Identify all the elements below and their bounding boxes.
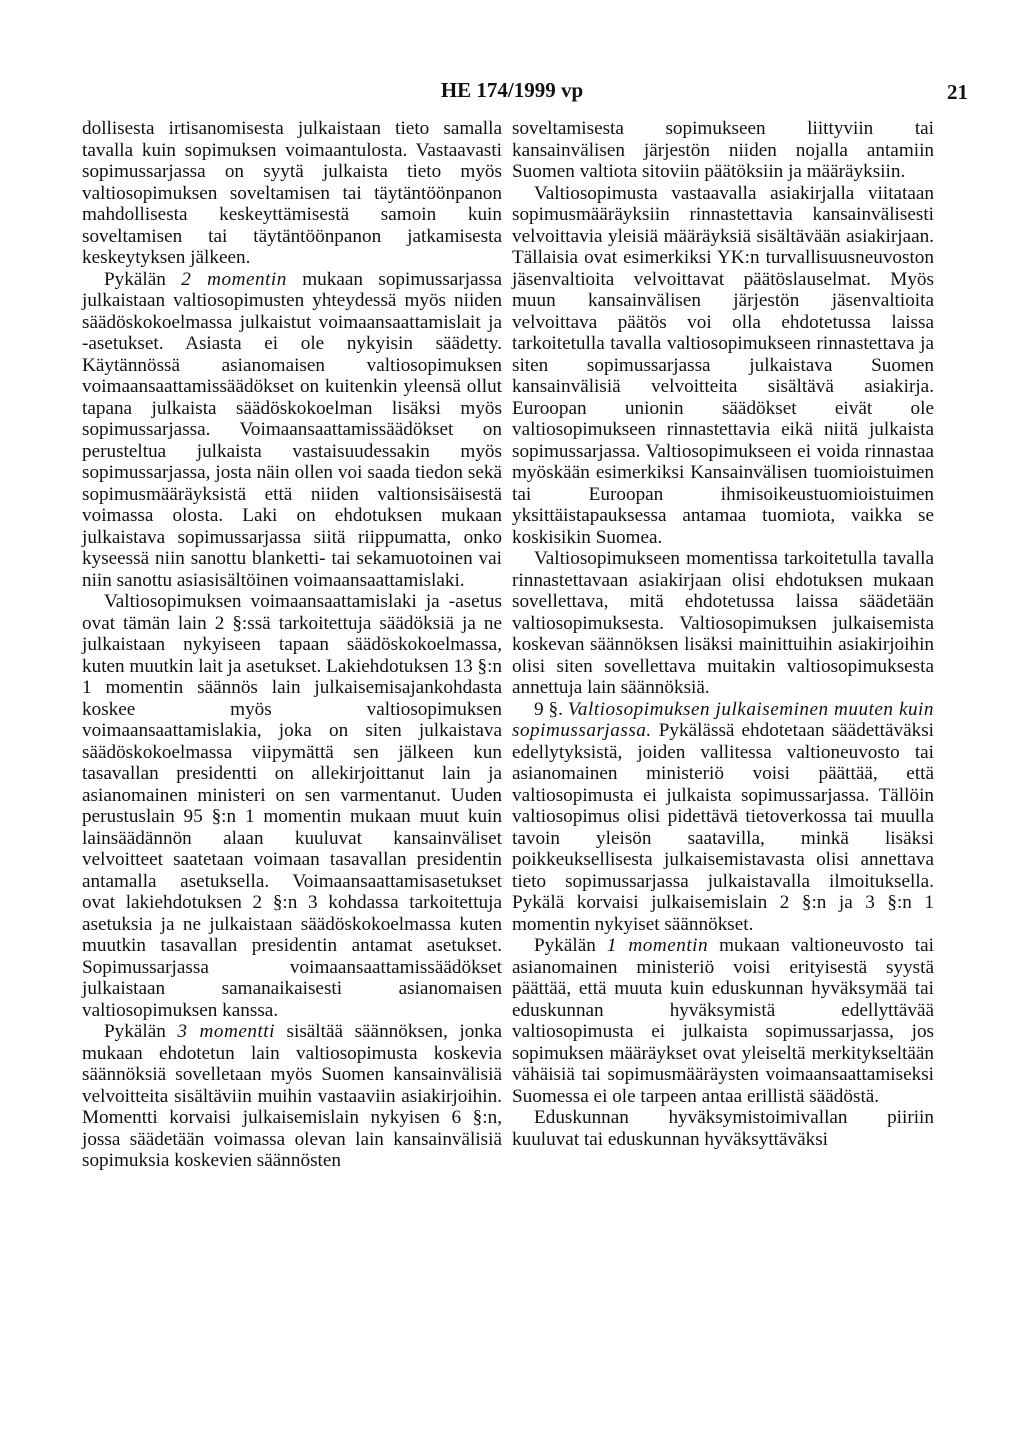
- page-header: [0, 78, 1024, 108]
- paragraph-text: Pykälässä ehdotetaan säädettäväksi edellytyksistä, joiden vallitessa valtioneuvosto tai asianomainen ministeriö voisi päättää, että valtiosopimusta ei julkaista sopimussarjassa. Tällöin valtiosopimus olisi pidettävä tietoverkossa tai muulla tavoin yleisön saatavilla, minkä lisäksi poikkeuksellisesta julkaisemistavasta olisi annettava tieto sopimussarjassa julkaistavalla ilmoituksella. Pykälä korvaisi julkaisemislain 2 §:n ja 3 §:n 1 momentin nykyiset säännökset.: [512, 720, 934, 935]
- paragraph: [512, 935, 934, 1107]
- emphasized-term: 2 momentin: [181, 268, 287, 290]
- left-column: [82, 118, 502, 1172]
- paragraph-text: Pykälän: [104, 268, 182, 290]
- paragraph: Valtiosopimuksen voimaansaattamislaki ja -asetus ovat tämän lain 2 §:ssä tarkoitettuja säädöksiä ja ne julkaistaan nykyiseen tapaan säädöskokoelmassa, kuten muutkin lait ja asetukset. Lakiehdotuksen 13 §:n 1 momentin säännös lain julkaisemisajankohdasta koskee myös valtiosopimuksen voimaansaattamislakia, joka on siten julkaistava säädöskokoelmassa viipymättä sen jälkeen kun tasavallan presidentti on allekirjoittanut lain ja asianomainen ministeri on sen varmentanut. Uuden perustuslain 95 §:n 1 momentin mukaan muut kuin lainsäädännön alaan kuuluvat kansainväliset velvoitteet saatetaan voimaan tasavallan presidentin antamalla asetuksella. Voimaansaattamisasetukset ovat lakiehdotuksen 2 §:n 3 kohdassa tarkoitettuja asetuksia ja ne julkaistaan säädöskokoelmassa kuten muutkin tasavallan presidentin antamat asetukset. Sopimussarjassa voimaansaattamissäädökset julkaistaan samanaikaisesti asianomaisen valtiosopimuksen kanssa.: [82, 591, 502, 1021]
- paragraph: Valtiosopimusta vastaavalla asiakirjalla viitataan sopimusmääräyksiin rinnastettavia kansainvälisesti velvoittavia yleisiä määräyksiä sisältävään asiakirjaan. Tällaisia ovat esimerkiksi YK:n turvallisuusneuvoston jäsenvaltioita velvoittavat päätöslauselmat. Myös muun kansainvälisen järjestön jäsenvaltioita velvoittava päätös voi olla ehdotetussa laissa tarkoitetulla tavalla valtiosopimukseen rinnastettava ja siten sopimussarjassa julkaistava Suomen kansainvälisiä velvoitteita sisältävä asiakirja. Euroopan unionin säädökset eivät ole valtiosopimukseen rinnastettavia eikä niitä julkaista sopimussarjassa. Valtiosopimukseen ei voida rinnastaa myöskään esimerkiksi Kansainvälisen tuomioistuimen tai Euroopan ihmisoikeustuomioistuimen yksittäistapauksessa antamaa tuomiota, vaikka se koskisikin Suomea.: [512, 182, 934, 548]
- paragraph-text: mukaan sopimussarjassa julkaistaan valtiosopimusten yhteydessä myös niiden säädöskokoelmassa julkaistut voimaansaattamislait ja -asetukset. Asiasta ei ole nykyisin säädetty. Käytännössä asianomaisen valtiosopimuksen voimaansaattamissäädökset on kuitenkin yleensä ollut tapana julkaista säädöskokoelman lisäksi myös sopimussarjassa. Voimaansaattamissäädökset on perusteltua julkaista vastaisuudessakin myös sopimussarjassa, josta näin ollen voi saada tiedon sekä sopimusmääräyksistä että niiden valtionsisäisestä voimassa olosta. Laki on ehdotuksen mukaan julkaistava sopimussarjassa siitä riippumatta, onko kyseessä niin sanottu blanketti- tai sekamuotoinen vai niin sanottu asiasisältöinen voimaansaattamislaki.: [82, 268, 502, 591]
- document-title: HE 174/1999 vp: [440, 78, 584, 102]
- paragraph: Eduskunnan hyväksymistoimivallan piiriin kuuluvat tai eduskunnan hyväksyttäväksi: [512, 1107, 934, 1150]
- emphasized-term: 3 momentti: [177, 1021, 275, 1042]
- section-number: 9 §.: [534, 698, 568, 720]
- paragraph-text: Pykälän: [534, 935, 607, 956]
- section-heading: Valtiosopimuksen julkaiseminen muuten kuin sopimussarjassa.: [512, 698, 934, 741]
- section-heading-paragraph: [512, 699, 934, 936]
- paragraph-text: sisältää säännöksen, jonka mukaan ehdotetun lain valtiosopimusta koskevia säännöksiä sovelletaan myös Suomen kansainvälisiä velvoitteita sisältäviin muihin vastaaviin asiakirjoihin. Momentti korvaisi julkaisemislain nykyisen 6 §:n, jossa säädetään voimassa olevan lain kansainvälisiä sopimuksia koskevien säännösten: [82, 1021, 502, 1171]
- paragraph-text: Pykälän: [104, 1021, 178, 1042]
- paragraph: [82, 1021, 502, 1172]
- paragraph: [82, 269, 502, 592]
- paragraph: dollisesta irtisanomisesta julkaistaan tieto samalla tavalla kuin sopimuksen voimaantulosta. Vastaavasti sopimussarjassa on syytä julkaista tieto myös valtiosopimuksen soveltamisen tai täytäntöönpanon mahdollisesta keskeyttämisestä samoin kuin soveltamisen tai täytäntöönpanon jatkamisesta keskeytyksen jälkeen.: [82, 118, 502, 268]
- page-number: 21: [947, 80, 968, 104]
- right-column: [512, 118, 934, 1150]
- emphasized-term: 1 momentin: [606, 935, 709, 956]
- paragraph-text: mukaan valtioneuvosto tai asianomainen ministeriö voisi erityisestä syystä päättää, että muuta kuin eduskunnan hyväksymää tai eduskunnan hyväksymistä edellyttävää valtiosopimusta ei julkaista sopimussarjassa, jos sopimuksen määräykset ovat yleiseltä merkitykseltään vähäisiä tai sopimusmääräysten voimaansaattamiseksi Suomessa ei ole tarpeen antaa erillistä säädöstä.: [512, 935, 934, 1107]
- paragraph: soveltamisesta sopimukseen liittyviin tai kansainvälisen järjestön niiden nojalla antamiin Suomen valtiota sitoviin päätöksiin ja määräyksiin.: [512, 118, 934, 182]
- paragraph: Valtiosopimukseen momentissa tarkoitetulla tavalla rinnastettavaan asiakirjaan olisi ehdotuksen mukaan sovellettava, mitä ehdotetussa laissa säädetään valtiosopimuksesta. Valtiosopimuksen julkaisemista koskevan säännöksen lisäksi mainittuihin asiakirjoihin olisi siten sovellettava muitakin valtiosopimuksesta annettuja lain säännöksiä.: [512, 548, 934, 698]
